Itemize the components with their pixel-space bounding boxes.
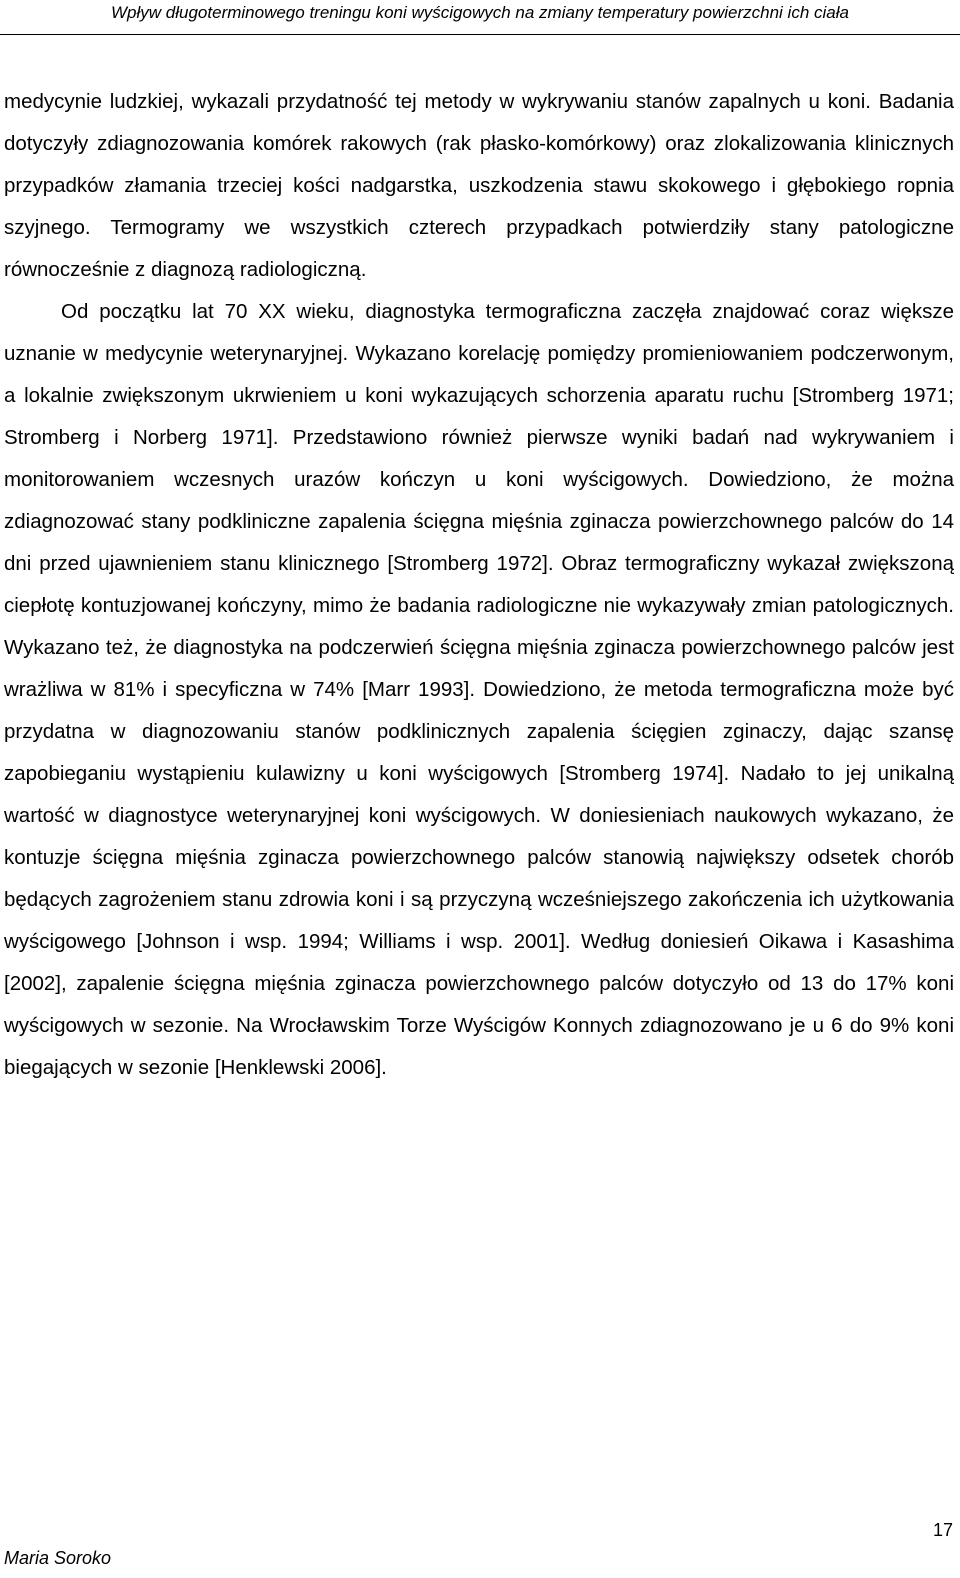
running-header: Wpływ długoterminowego treningu koni wyścigowych na zmiany temperatury powierzchni ich ciała [111, 3, 849, 22]
author-name: Maria Soroko [4, 1548, 112, 1568]
paragraph-1: medycynie ludzkiej, wykazali przydatność tej metody w wykrywaniu stanów zapalnych u koni. Badania dotyczyły zdiagnozowania komórek rakowych (rak płasko-komórkowy) oraz zlokalizowania klinicznych przypadków złamania trzeciej kości nadgarstka, uszkodzenia stawu skokowego i głębokiego ropnia szyjnego. Termogramy we wszystkich czterech przypadkach potwierdziły stany patologiczne równocześnie z diagnozą radiologiczną. [4, 90, 954, 281]
paragraph-2: Od początku lat 70 XX wieku, diagnostyka termograficzna zaczęła znajdować coraz większe uznanie w medycynie weterynaryjnej. Wykazano korelację pomiędzy promieniowaniem podczerwonym, a lokalnie zwiększonym ukrwieniem u koni wykazujących schorzenia aparatu ruchu [Stromberg 1971; Stromberg i Norberg 1971]. Przedstawiono również pierwsze wyniki badań nad wykrywaniem i monitorowaniem wczesnych urazów kończyn u koni wyścigowych. Dowiedziono, że można zdiagnozować stany podkliniczne zapalenia ścięgna mięśnia zginacza powierzchownego palców do 14 dni przed ujawnieniem stanu klinicznego [Stromberg 1972]. Obraz termograficzny wykazał zwiększoną ciepłotę kontuzjowanej kończyny, mimo że badania radiologiczne nie wykazywały zmian patologicznych. Wykazano też, że diagnostyka na podczerwień ścięgna mięśnia zginacza powierzchownego palców jest wrażliwa w 81% i specyficzna w 74% [Marr 1993]. Dowiedziono, że metoda termograficzna może być przydatna w diagnozowaniu stanów podklinicznych zapalenia ścięgien zginaczy, dając szansę zapobieganiu wystąpieniu kulawizny u koni wyścigowych [Stromberg 1974]. Nadało to jej unikalną wartość w diagnostyce weterynaryjnej koni wyścigowych. W doniesieniach naukowych wykazano, że kontuzje ścięgna mięśnia zginacza powierzchownego palców stanowią największy odsetek chorób będących zagrożeniem stanu zdrowia koni i są przyczyną wcześniejszego zakończenia ich użytkowania wyścigowego [Johnson i wsp. 1994; Williams i wsp. 2001]. Według doniesień Oikawa i Kasashima [2002], zapalenie ścięgna mięśnia zginacza powierzchownego palców dotyczyło od 13 do 17% koni wyścigowych w sezonie. Na Wrocławskim Torze Wyścigów Konnych zdiagnozowano je u 6 do 9% koni biegających w sezonie [Henklewski 2006]. [4, 300, 954, 1079]
header-rule [0, 34, 960, 35]
page-number: 17 [932, 1520, 953, 1540]
body-text [4, 81, 954, 1089]
